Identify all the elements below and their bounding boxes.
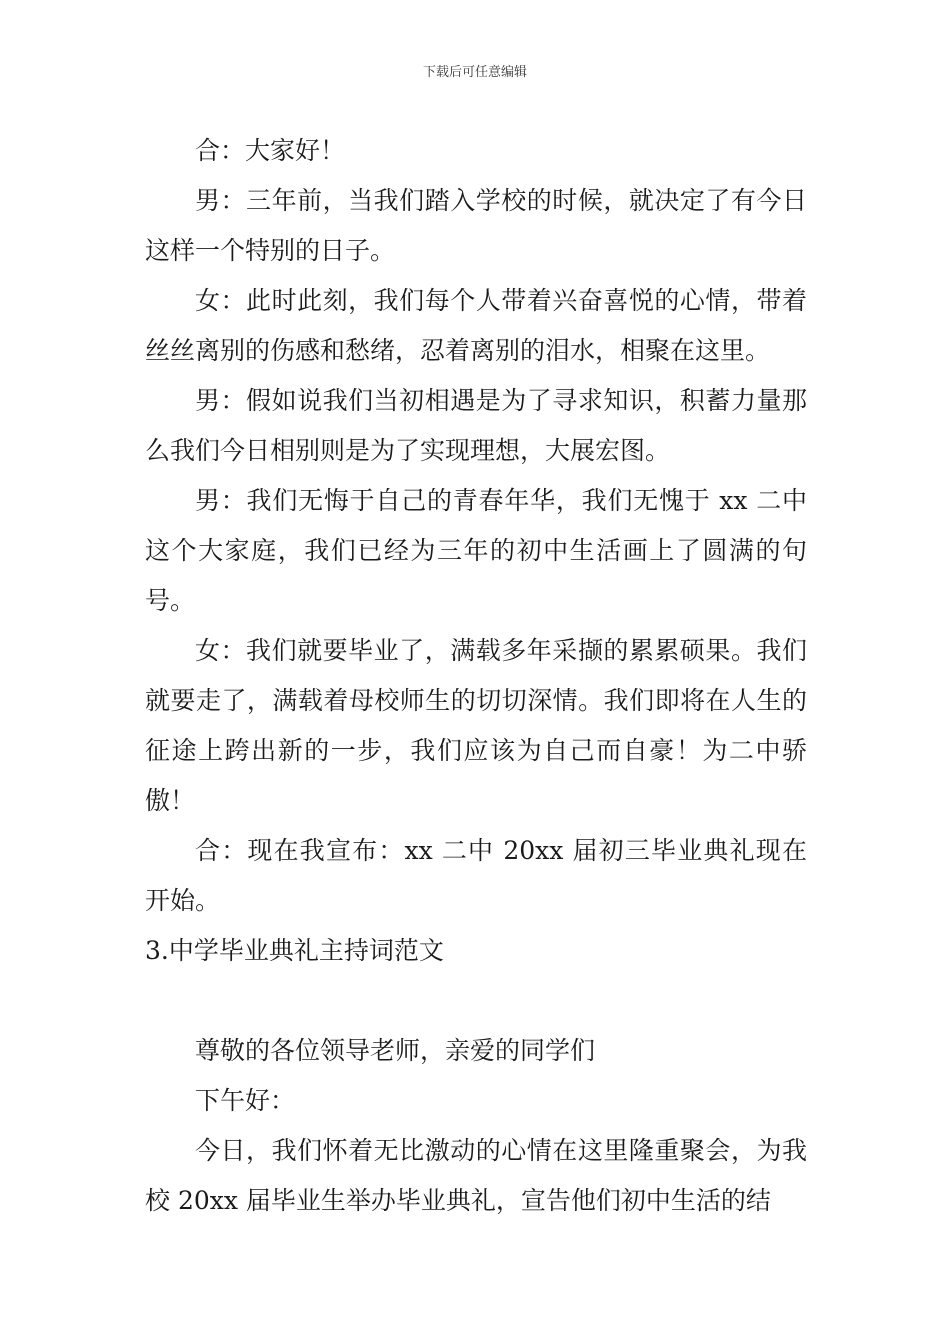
paragraph: 合：大家好！	[195, 136, 346, 165]
paragraph: 合：现在我宣布：xx 二中 20xx 届初三毕业典礼现在开始。	[145, 836, 807, 915]
paragraph: 女：此时此刻，我们每个人带着兴奋喜悦的心情，带着丝丝离别的伤感和愁绪，忍着离别的泪水，相聚在这里。	[145, 286, 807, 365]
paragraph: 女：我们就要毕业了，满载多年采撷的累累硕果。我们就要走了，满载着母校师生的切切深情。我们即将在人生的征途上跨出新的一步，我们应该为自己而自豪！为二中骄傲！	[145, 636, 807, 815]
paragraph: 男：我们无悔于自己的青春年华，我们无愧于 xx 二中这个大家庭，我们已经为三年的初中生活画上了圆满的句号。	[145, 486, 807, 615]
paragraph: 男：三年前，当我们踏入学校的时候，就决定了有今日这样一个特别的日子。	[145, 186, 807, 265]
blank-line	[145, 976, 807, 1026]
paragraph: 男：假如说我们当初相遇是为了寻求知识，积蓄力量那么我们今日相别则是为了实现理想，大展宏图。	[145, 386, 807, 465]
paragraph: 尊敬的各位领导老师，亲爱的同学们	[195, 1036, 596, 1065]
paragraph: 今日，我们怀着无比激动的心情在这里隆重聚会，为我校 20xx 届毕业生举办毕业典礼，宣告他们初中生活的结	[145, 1136, 807, 1215]
paragraph: 下午好：	[195, 1086, 296, 1115]
page-header-note: 下载后可任意编辑	[422, 65, 527, 80]
document-body	[145, 126, 807, 1226]
section-heading: 3.中学毕业典礼主持词范文	[145, 936, 444, 965]
